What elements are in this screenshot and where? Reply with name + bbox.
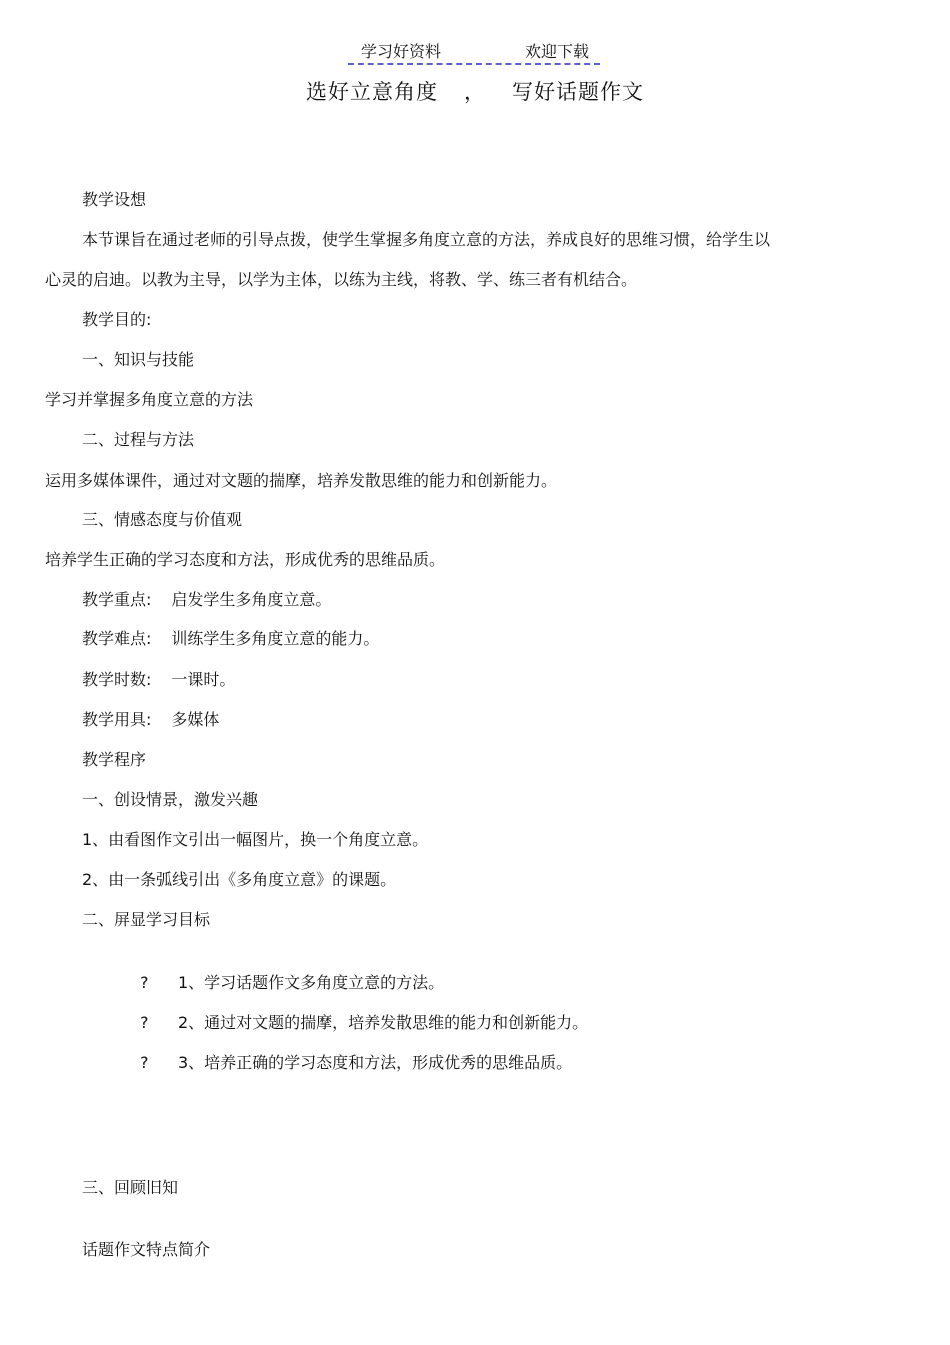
design-heading: 教学设想 xyxy=(82,190,147,209)
step-1-item-1: 1、由看图作文引出一幅图片，换一个角度立意。 xyxy=(82,830,429,849)
goal-2-heading: 二、过程与方法 xyxy=(82,430,195,449)
document-title xyxy=(0,78,950,106)
topic-intro: 话题作文特点简介 xyxy=(82,1240,211,1259)
goal-1-heading: 一、知识与技能 xyxy=(82,350,195,369)
header-dashed-rule xyxy=(348,63,600,65)
tools-value: 多媒体 xyxy=(171,710,220,729)
goal-3-heading: 三、情感态度与价值观 xyxy=(82,510,243,529)
bullet-text: 2、通过对文题的揣摩，培养发散思维的能力和创新能力。 xyxy=(178,1013,589,1032)
key-point-row xyxy=(82,589,331,611)
header-left-text: 学习好资料 xyxy=(360,42,441,61)
hours-label: 教学时数: xyxy=(82,670,152,689)
goal-3-text: 培养学生正确的学习态度和方法，形成优秀的思维品质。 xyxy=(45,550,446,569)
design-paragraph-line-2: 心灵的启迪。以教为主导，以学为主体，以练为主线，将教、学、练三者有机结合。 xyxy=(45,270,638,289)
goals-heading: 教学目的: xyxy=(82,310,152,329)
procedure-heading: 教学程序 xyxy=(82,750,147,769)
key-point-value: 启发学生多角度立意。 xyxy=(171,590,332,609)
goal-1-text: 学习并掌握多角度立意的方法 xyxy=(45,390,254,409)
hours-row xyxy=(82,669,235,691)
design-paragraph-line-1: 本节课旨在通过老师的引导点拨，使学生掌握多角度立意的方法，养成良好的思维习惯，给学生以 xyxy=(82,230,771,249)
title-part-1: 选好立意角度 xyxy=(306,80,438,104)
step-3-heading: 三、回顾旧知 xyxy=(82,1178,179,1197)
bullet-text: 1、学习话题作文多角度立意的方法。 xyxy=(178,973,445,992)
bullet-marker: ? xyxy=(140,1013,149,1032)
title-part-2: 写好话题作文 xyxy=(512,80,644,104)
bullet-marker: ? xyxy=(140,1053,149,1072)
bullet-item xyxy=(140,1052,572,1074)
header-right-text: 欢迎下载 xyxy=(525,42,590,61)
step-1-heading: 一、创设情景，激发兴趣 xyxy=(82,790,259,809)
step-2-heading: 二、屏显学习目标 xyxy=(82,910,211,929)
key-point-label: 教学重点: xyxy=(82,590,152,609)
difficulty-row xyxy=(82,628,379,650)
title-separator: ， xyxy=(464,80,486,104)
tools-row xyxy=(82,709,219,731)
step-1-item-2: 2、由一条弧线引出《多角度立意》的课题。 xyxy=(82,870,397,889)
goal-2-text: 运用多媒体课件，通过对文题的揣摩，培养发散思维的能力和创新能力。 xyxy=(45,471,558,490)
bullet-text: 3、培养正确的学习态度和方法，形成优秀的思维品质。 xyxy=(178,1053,573,1072)
bullet-marker: ? xyxy=(140,973,149,992)
bullet-item xyxy=(140,1012,588,1034)
difficulty-label: 教学难点: xyxy=(82,629,152,648)
bullet-item xyxy=(140,972,444,994)
difficulty-value: 训练学生多角度立意的能力。 xyxy=(171,629,380,648)
tools-label: 教学用具: xyxy=(82,710,152,729)
hours-value: 一课时。 xyxy=(171,670,236,689)
page-header xyxy=(0,42,950,62)
